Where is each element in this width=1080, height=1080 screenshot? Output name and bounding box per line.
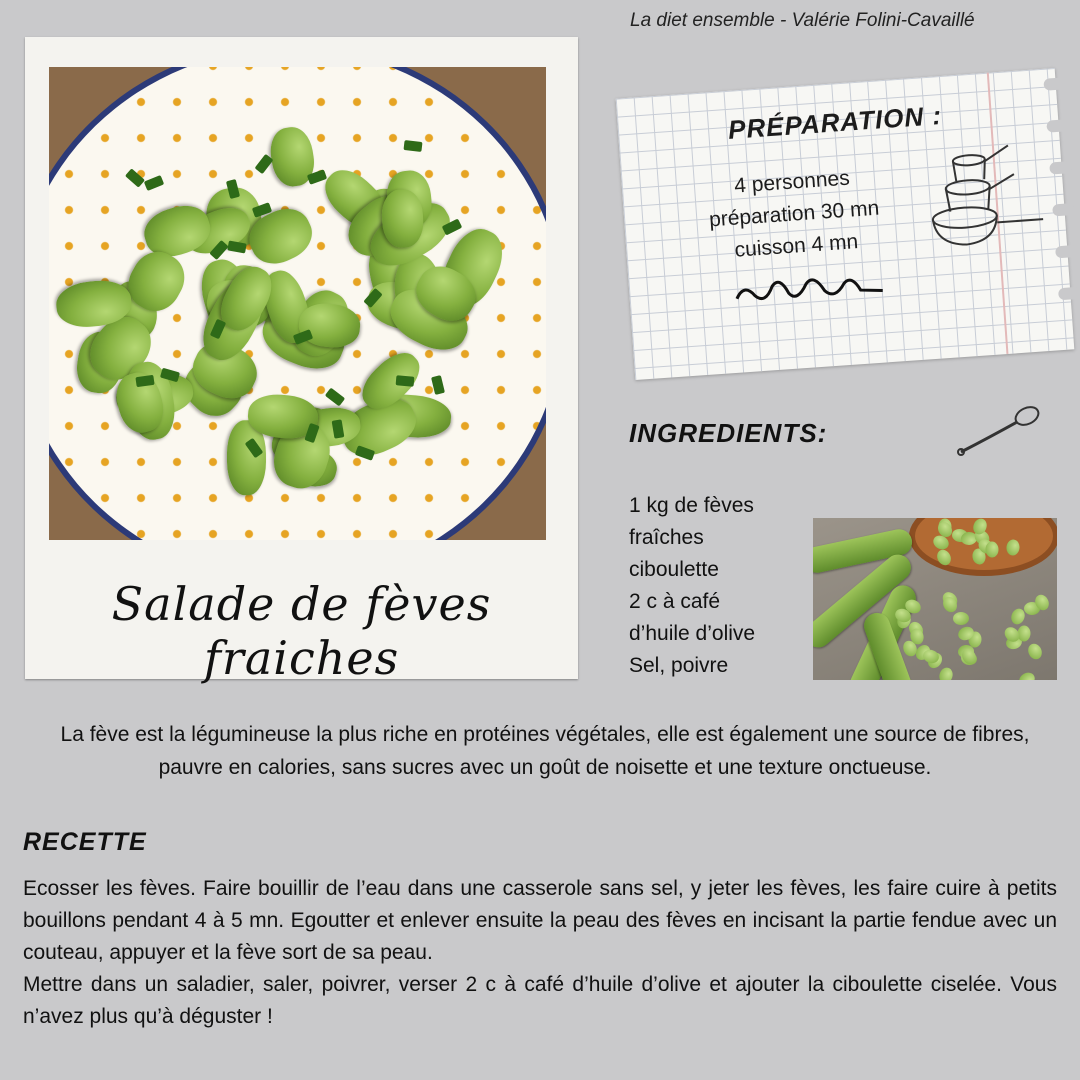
salad-bowl-photo xyxy=(49,67,546,540)
author-credit: La diet ensemble - Valérie Folini-Cavaillé xyxy=(630,10,975,31)
spoon-icon xyxy=(955,402,1045,462)
ingredient-line: Sel, poivre xyxy=(629,654,729,677)
chive-piece xyxy=(404,140,423,152)
fava-pods-photo xyxy=(813,518,1057,680)
recette-title: RECETTE xyxy=(23,828,147,856)
preparation-details xyxy=(676,159,912,271)
ingredient-line: 1 kg de fèves xyxy=(629,494,754,517)
ingredients-title: INGREDIENTS: xyxy=(629,418,828,448)
ingredient-line: d’huile d’olive xyxy=(629,622,756,645)
shelled-bean xyxy=(1017,670,1037,680)
ingredient-line: fraîches xyxy=(629,526,704,549)
chive-piece xyxy=(395,375,414,387)
prep-time-line: préparation 30 mn xyxy=(708,196,880,232)
polaroid-card xyxy=(25,37,578,685)
shelled-bean xyxy=(1025,642,1044,662)
chive-piece xyxy=(331,419,344,438)
squiggle-decoration xyxy=(734,268,886,308)
cook-time-line: cuisson 4 mn xyxy=(733,230,859,262)
shelled-bean xyxy=(937,666,954,680)
preparation-title: PRÉPARATION : xyxy=(727,100,943,145)
ingredient-line: 2 c à café xyxy=(629,590,721,613)
shelled-bean xyxy=(985,541,998,557)
ingredient-line: ciboulette xyxy=(629,558,719,581)
recette-paragraph: Mettre dans un saladier, saler, poivrer, verser 2 c à café d’huile d’olive et ajouter la ciboulette ciselée. Vous n’avez plus qu’à déguster ! xyxy=(23,973,1057,1028)
spiral-hole xyxy=(1046,119,1069,133)
fava-bean xyxy=(381,188,424,247)
intro-paragraph: La fève est la légumineuse la plus riche en protéines végétales, elle est également une source de fibres, pauvre en calories, sans sucres avec un goût de noisette et une texture onctueuse. xyxy=(60,723,1030,779)
spiral-hole xyxy=(1052,203,1075,217)
recette-paragraph: Ecosser les fèves. Faire bouillir de l’eau dans une casserole sans sel, y jeter les fèves, les faire cuire à petits bouillons pendant 4 à 5 mn. Egoutter et enlever ensuite la peau des fèves en incisant la partie fendue avec un couteau, appuyer et la fève sort de sa peau. xyxy=(23,877,1057,964)
recette-body xyxy=(23,873,1057,1033)
spiral-hole xyxy=(1049,161,1072,175)
ingredients-list xyxy=(629,490,755,682)
cooking-pots-icon xyxy=(920,137,1047,255)
servings-line: 4 personnes xyxy=(733,166,851,198)
shelled-bean xyxy=(953,612,969,625)
chive-piece xyxy=(135,375,154,387)
spiral-hole xyxy=(1055,245,1078,259)
recipe-title: Salade de fèves fraiches xyxy=(111,577,492,685)
preparation-card xyxy=(616,68,1075,380)
spiral-hole xyxy=(1058,287,1080,301)
spiral-hole xyxy=(1043,77,1066,91)
